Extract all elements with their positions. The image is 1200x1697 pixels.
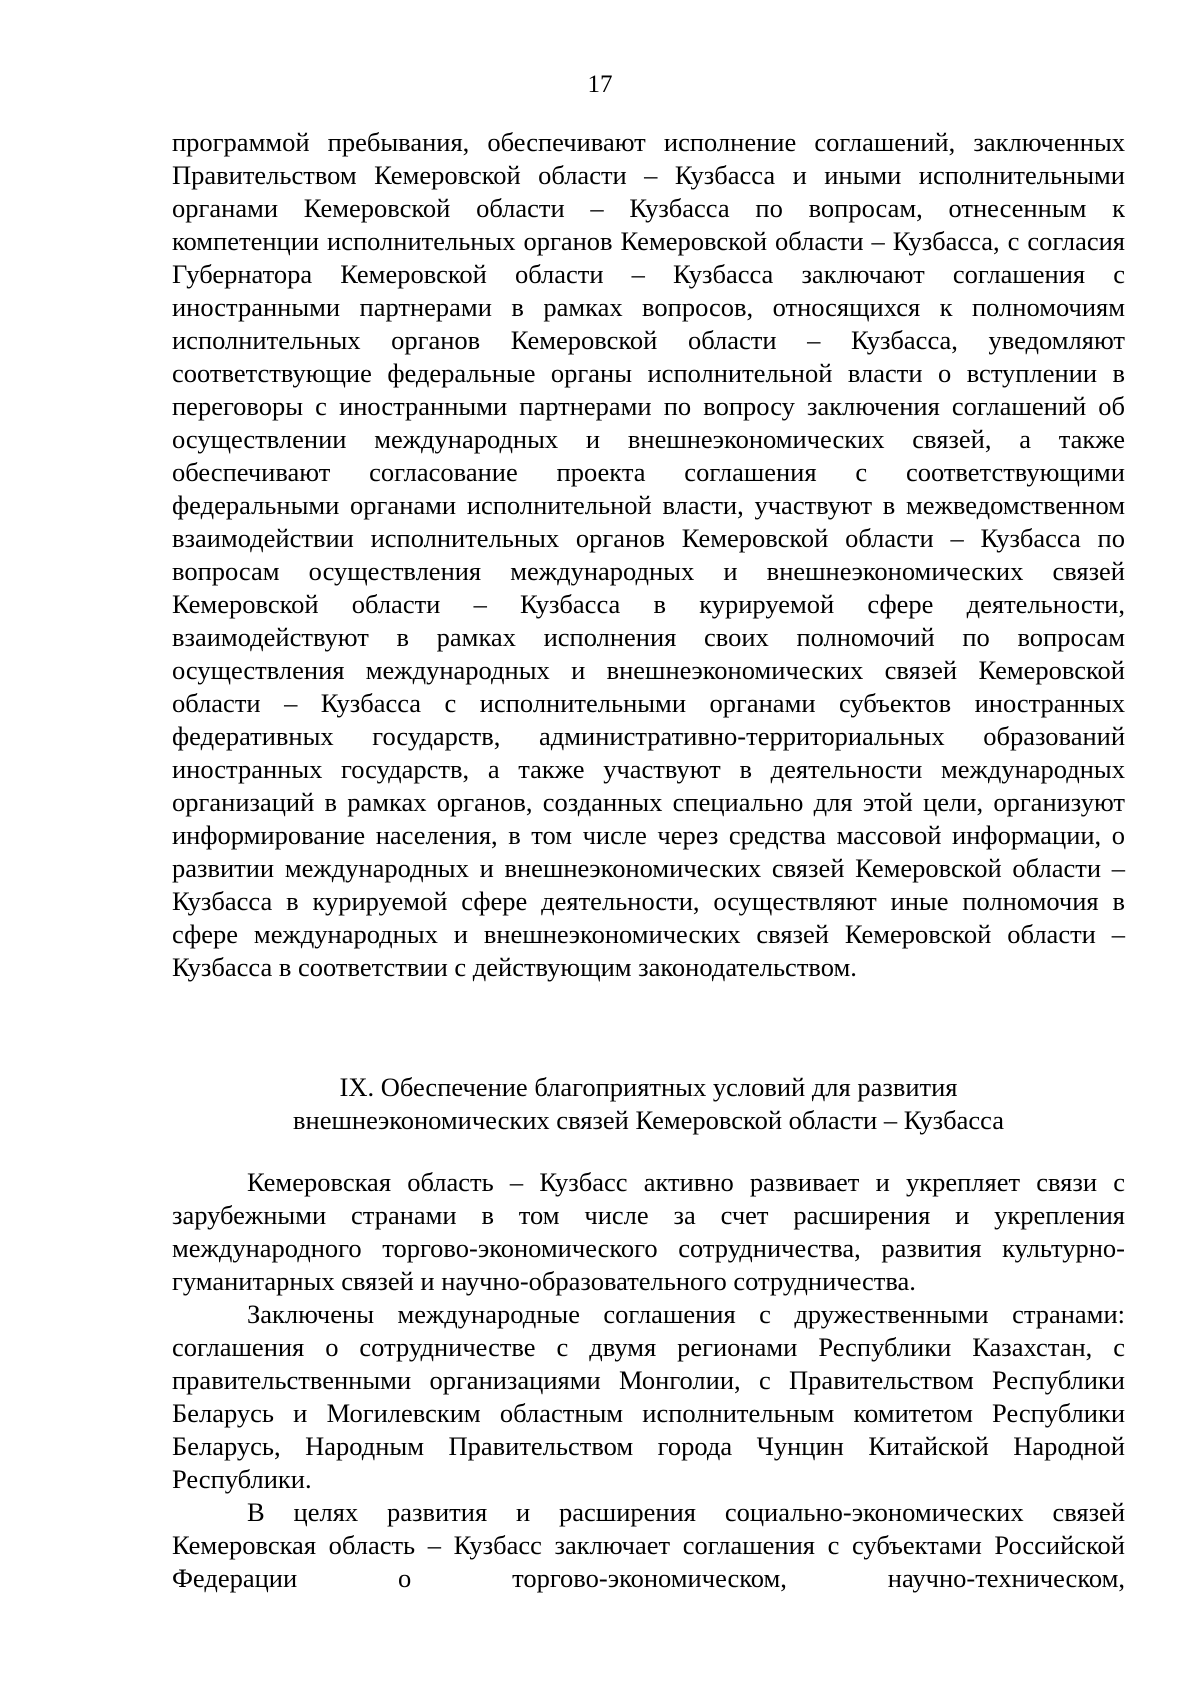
section-paragraph: В целях развития и расширения социально-экономических связей Кемеровская область – Кузбасс заключает соглашения с субъектами Российской Федерации о торгово-экономическом, научно-техническом, bbox=[172, 1497, 1125, 1593]
continuation-paragraph: программой пребывания, обеспечивают исполнение соглашений, заключенных Правительством Кемеровской области – Кузбасса и иными исполнительными органами Кемеровской области – Кузбасса по вопросам, отнесенным к компетенции исполнительных органов Кемеровской области – Кузбасса, с согласия Губернатора Кемеровской области – Кузбасса заключают соглашения с иностранными партнерами в рамках вопросов, относящихся к полномочиям исполнительных органов Кемеровской области – Кузбасса, уведомляют соответствующие федеральные органы исполнительной власти о вступлении в переговоры с иностранными партнерами по вопросу заключения соглашений об осуществлении международных и внешнеэкономических связей, а также обеспечивают согласование проекта соглашения с соответствующими федеральными органами исполнительной власти, участвуют в межведомственном взаимодействии исполнительных органов Кемеровской области – Кузбасса по вопросам осуществления международных и внешнеэкономических связей Кемеровской области – Кузбасса в курируемой сфере деятельности, взаимодействуют в рамках исполнения своих полномочий по вопросам осуществления международных и внешнеэкономических связей Кемеровской области – Кузбасса с исполнительными органами субъектов иностранных федеративных государств, административно-территориальных образований иностранных государств, а также участвуют в деятельности международных организаций в рамках органов, созданных специально для этой цели, организуют информирование населения, в том числе через средства массовой информации, о развитии международных и внешнеэкономических связей Кемеровской области – Кузбасса в курируемой сфере деятельности, осуществляют иные полномочия в сфере международных и внешнеэкономических связей Кемеровской области – Кузбасса в соответствии с действующим законодательством. bbox=[172, 127, 1125, 982]
section-heading-line-2: внешнеэкономических связей Кемеровской области – Кузбасса bbox=[293, 1105, 1004, 1135]
section-heading bbox=[172, 1071, 1125, 1137]
section-heading-line-1: IX. Обеспечение благоприятных условий для развития bbox=[339, 1072, 958, 1102]
section-paragraph: Заключены международные соглашения с дружественными странами: соглашения о сотрудничестве с двумя регионами Республики Казахстан, с правительственными организациями Монголии, с Правительством Республики Беларусь и Могилевским областным исполнительным комитетом Республики Беларусь, Народным Правительством города Чунцин Китайской Народной Республики. bbox=[172, 1299, 1125, 1494]
page-number: 17 bbox=[587, 71, 613, 98]
section-paragraph: Кемеровская область – Кузбасс активно развивает и укрепляет связи с зарубежными странами в том числе за счет расширения и укрепления международного торгово-экономического сотрудничества, развития культурно-гуманитарных связей и научно-образовательного сотрудничества. bbox=[172, 1167, 1125, 1296]
section-body bbox=[172, 1166, 1125, 1595]
